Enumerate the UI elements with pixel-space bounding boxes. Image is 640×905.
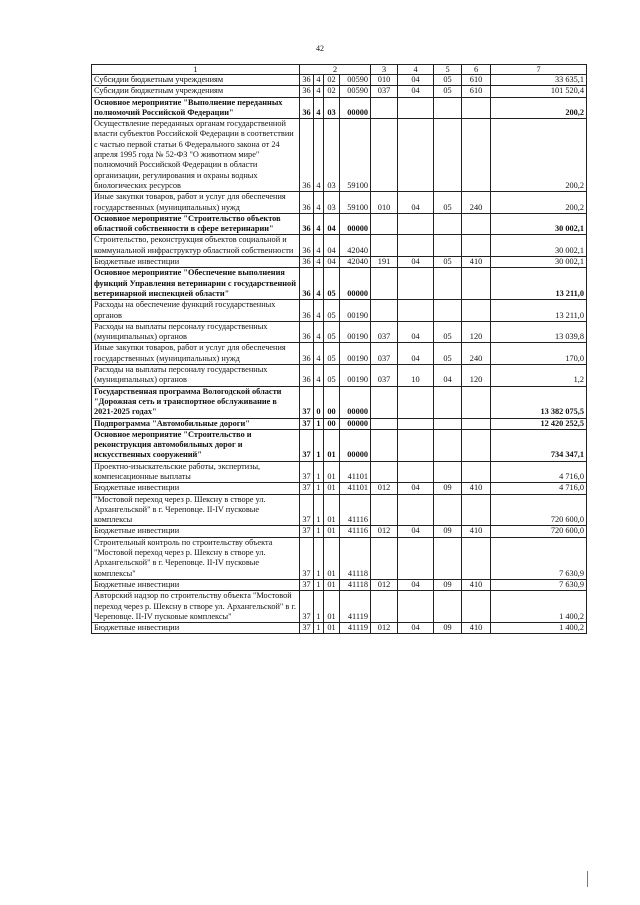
table-row [92,579,587,590]
code-subprogram: 1 [314,591,324,623]
code-direction: 59100 [340,119,371,192]
header-cell: 3 [371,65,398,75]
code-event: 01 [324,579,340,590]
code-subprogram: 1 [314,526,324,537]
code-event: 01 [324,494,340,526]
row-name: Строительный контроль по строительству объекта "Мостовой переход через р. Шексну в створе ул. Архангельской" в г. Череповце. II-IV пусковые комплексы" [92,537,300,579]
header-cell: 1 [92,65,300,75]
code-subprogram: 4 [314,235,324,257]
code-subprogram: 4 [314,321,324,343]
amount: 720 600,0 [491,494,587,526]
table-row [92,526,587,537]
code-direction: 00000 [340,386,371,418]
code-subprogram: 1 [314,579,324,590]
amount: 13 211,0 [491,268,587,300]
col-4-value [398,97,434,119]
table-row [92,494,587,526]
code-program: 37 [300,386,314,418]
table-body [92,75,587,634]
code-direction: 42040 [340,257,371,268]
col-4-value: 04 [398,257,434,268]
table-row [92,418,587,429]
code-direction: 41116 [340,526,371,537]
table-row [92,386,587,418]
col-4-value [398,300,434,322]
col-5-value: 05 [434,257,462,268]
col-3-value: 037 [371,343,398,365]
row-name: Иные закупки товаров, работ и услуг для обеспечения государственных (муниципальных) нужд [92,343,300,365]
row-name: Строительство, реконструкция объектов социальной и коммунальной инфраструктур областной собственности [92,235,300,257]
col-4-value [398,386,434,418]
code-program: 37 [300,494,314,526]
amount: 1 400,2 [491,591,587,623]
code-subprogram: 0 [314,386,324,418]
table-row [92,537,587,579]
code-program: 37 [300,429,314,461]
amount: 720 600,0 [491,526,587,537]
code-subprogram: 4 [314,257,324,268]
amount: 13 039,8 [491,321,587,343]
table-row [92,86,587,97]
col-3-value [371,300,398,322]
code-program: 36 [300,213,314,235]
code-direction: 00000 [340,418,371,429]
code-program: 36 [300,300,314,322]
code-direction: 00000 [340,213,371,235]
code-event: 01 [324,429,340,461]
code-program: 36 [300,321,314,343]
row-name: Государственная программа Вологодской области "Дорожная сеть и транспортное обслуживание в 2021-2025 годах" [92,386,300,418]
amount: 1,2 [491,365,587,387]
code-program: 36 [300,119,314,192]
code-program: 37 [300,623,314,634]
code-subprogram: 4 [314,75,324,86]
col-6-value: 120 [462,321,491,343]
code-direction: 41118 [340,537,371,579]
code-direction: 41116 [340,494,371,526]
code-event: 01 [324,591,340,623]
col-5-value [434,235,462,257]
col-5-value [434,418,462,429]
code-event: 03 [324,97,340,119]
header-cell: 6 [462,65,491,75]
col-5-value [434,429,462,461]
col-5-value [434,494,462,526]
amount: 30 002,1 [491,235,587,257]
col-4-value [398,119,434,192]
col-6-value [462,591,491,623]
code-direction: 41101 [340,483,371,494]
code-direction: 00000 [340,97,371,119]
code-event: 03 [324,192,340,214]
table-row [92,429,587,461]
col-5-value [434,300,462,322]
col-4-value [398,235,434,257]
code-program: 37 [300,418,314,429]
table-row [92,97,587,119]
col-3-value: 012 [371,483,398,494]
col-6-value: 120 [462,365,491,387]
code-program: 37 [300,591,314,623]
code-direction: 41119 [340,623,371,634]
col-3-value [371,213,398,235]
code-program: 36 [300,257,314,268]
col-5-value: 05 [434,75,462,86]
code-event: 00 [324,418,340,429]
col-5-value: 05 [434,343,462,365]
row-name: Иные закупки товаров, работ и услуг для обеспечения государственных (муниципальных) нужд [92,192,300,214]
row-name: Бюджетные инвестиции [92,623,300,634]
col-3-value: 037 [371,321,398,343]
code-event: 05 [324,321,340,343]
code-program: 36 [300,97,314,119]
code-direction: 00590 [340,86,371,97]
header-cell: 7 [491,65,587,75]
scan-mark [587,871,590,887]
code-direction: 00190 [340,365,371,387]
col-4-value: 04 [398,75,434,86]
col-3-value [371,119,398,192]
col-5-value: 04 [434,365,462,387]
table-row [92,235,587,257]
col-3-value [371,235,398,257]
col-5-value: 09 [434,623,462,634]
code-event: 02 [324,86,340,97]
col-5-value [434,119,462,192]
code-subprogram: 4 [314,268,324,300]
row-name: Основное мероприятие "Выполнение переданных полномочий Российской Федерации" [92,97,300,119]
col-6-value [462,97,491,119]
row-name: Осуществление переданных органам государственной власти субъектов Российской Федерации в соответствии с частью первой статьи 6 Федерального закона от 24 апреля 1995 года № 52-ФЗ "О животном мире" полномочий Российской Федерации в области организации, регулирования и охраны водных биологических ресурсов [92,119,300,192]
amount: 101 520,4 [491,86,587,97]
code-subprogram: 4 [314,343,324,365]
col-6-value: 410 [462,257,491,268]
col-4-value [398,268,434,300]
col-5-value [434,213,462,235]
code-subprogram: 1 [314,461,324,483]
col-4-value [398,418,434,429]
col-3-value: 010 [371,192,398,214]
code-event: 05 [324,300,340,322]
col-6-value [462,494,491,526]
col-3-value [371,494,398,526]
code-subprogram: 4 [314,365,324,387]
col-3-value [371,461,398,483]
col-3-value [371,386,398,418]
code-program: 36 [300,86,314,97]
row-name: Основное мероприятие "Строительство и реконструкция автомобильных дорог и искусственных сооружений" [92,429,300,461]
col-3-value: 037 [371,86,398,97]
row-name: Бюджетные инвестиции [92,257,300,268]
header-cell: 5 [434,65,462,75]
col-6-value [462,300,491,322]
code-direction: 00190 [340,321,371,343]
col-3-value [371,591,398,623]
col-4-value: 10 [398,365,434,387]
col-4-value: 04 [398,192,434,214]
row-name: Бюджетные инвестиции [92,579,300,590]
col-3-value [371,97,398,119]
col-6-value: 410 [462,526,491,537]
col-4-value [398,591,434,623]
header-cell: 2 [300,65,371,75]
row-name: Основное мероприятие "Строительство объектов областной собственности в сфере ветеринарии" [92,213,300,235]
code-program: 36 [300,75,314,86]
code-program: 37 [300,483,314,494]
code-subprogram: 4 [314,97,324,119]
code-event: 05 [324,268,340,300]
code-direction: 00000 [340,268,371,300]
row-name: "Мостовой переход через р. Шексну в створе ул. Архангельской" в г. Череповце. II-IV пусковые комплексы [92,494,300,526]
col-6-value [462,418,491,429]
row-name: Расходы на обеспечение функций государственных органов [92,300,300,322]
code-subprogram: 4 [314,86,324,97]
amount: 200,2 [491,97,587,119]
code-event: 01 [324,461,340,483]
col-4-value: 04 [398,343,434,365]
code-event: 01 [324,526,340,537]
table-row [92,75,587,86]
col-5-value [434,268,462,300]
code-direction: 00000 [340,429,371,461]
col-5-value: 05 [434,86,462,97]
col-6-value: 410 [462,623,491,634]
amount: 30 002,1 [491,213,587,235]
table-row [92,119,587,192]
budget-table [91,64,587,634]
code-event: 00 [324,386,340,418]
col-6-value: 240 [462,192,491,214]
row-name: Субсидии бюджетным учреждениям [92,75,300,86]
code-subprogram: 1 [314,494,324,526]
col-3-value: 012 [371,526,398,537]
col-5-value: 09 [434,526,462,537]
code-subprogram: 1 [314,483,324,494]
table-row [92,591,587,623]
col-6-value [462,213,491,235]
row-name: Расходы на выплаты персоналу государственных (муниципальных) органов [92,365,300,387]
table-row [92,321,587,343]
code-direction: 00190 [340,343,371,365]
row-name: Бюджетные инвестиции [92,526,300,537]
amount: 734 347,1 [491,429,587,461]
row-name: Проектно-изыскательские работы, экспертизы, компенсационные выплаты [92,461,300,483]
amount: 200,2 [491,192,587,214]
col-6-value [462,386,491,418]
col-4-value [398,213,434,235]
col-6-value [462,461,491,483]
col-5-value [434,97,462,119]
table-row [92,483,587,494]
code-program: 36 [300,268,314,300]
row-name: Бюджетные инвестиции [92,483,300,494]
col-3-value [371,537,398,579]
code-direction: 00590 [340,75,371,86]
code-direction: 00190 [340,300,371,322]
code-program: 37 [300,537,314,579]
code-program: 36 [300,365,314,387]
amount: 33 635,1 [491,75,587,86]
col-6-value: 610 [462,86,491,97]
code-event: 05 [324,365,340,387]
col-3-value [371,429,398,461]
code-event: 01 [324,623,340,634]
col-3-value [371,268,398,300]
code-event: 02 [324,75,340,86]
code-event: 01 [324,483,340,494]
code-subprogram: 1 [314,429,324,461]
table-row [92,300,587,322]
header-row [92,65,587,75]
col-6-value: 610 [462,75,491,86]
col-4-value [398,537,434,579]
code-program: 36 [300,235,314,257]
code-program: 36 [300,192,314,214]
code-direction: 59100 [340,192,371,214]
col-5-value [434,461,462,483]
row-name: Основное мероприятие "Обеспечение выполнения функций Управления ветеринарии с государственной ветеринарной инспекцией области" [92,268,300,300]
col-6-value [462,429,491,461]
code-subprogram: 4 [314,119,324,192]
amount: 170,0 [491,343,587,365]
table-row [92,623,587,634]
amount: 4 716,0 [491,461,587,483]
header-cell: 4 [398,65,434,75]
col-6-value [462,119,491,192]
code-subprogram: 1 [314,623,324,634]
page-number: 42 [316,44,324,53]
col-5-value [434,591,462,623]
code-event: 04 [324,257,340,268]
col-4-value [398,461,434,483]
col-6-value [462,235,491,257]
code-event: 03 [324,119,340,192]
col-6-value [462,537,491,579]
col-6-value: 410 [462,579,491,590]
col-4-value: 04 [398,579,434,590]
code-event: 05 [324,343,340,365]
col-4-value: 04 [398,623,434,634]
col-4-value: 04 [398,321,434,343]
table-row [92,268,587,300]
col-3-value: 037 [371,365,398,387]
amount: 7 630,9 [491,579,587,590]
amount: 13 382 075,5 [491,386,587,418]
row-name: Субсидии бюджетным учреждениям [92,86,300,97]
col-5-value [434,537,462,579]
table-row [92,213,587,235]
table-row [92,365,587,387]
col-3-value: 012 [371,623,398,634]
amount: 4 716,0 [491,483,587,494]
col-6-value: 240 [462,343,491,365]
col-5-value: 09 [434,483,462,494]
amount: 200,2 [491,119,587,192]
col-4-value: 04 [398,483,434,494]
code-event: 01 [324,537,340,579]
amount: 30 002,1 [491,257,587,268]
code-program: 37 [300,461,314,483]
code-direction: 41118 [340,579,371,590]
code-event: 04 [324,235,340,257]
code-direction: 41119 [340,591,371,623]
col-4-value: 04 [398,86,434,97]
row-name: Расходы на выплаты персоналу государственных (муниципальных) органов [92,321,300,343]
table-row [92,461,587,483]
code-program: 37 [300,526,314,537]
amount: 1 400,2 [491,623,587,634]
col-6-value [462,268,491,300]
code-direction: 41101 [340,461,371,483]
code-program: 37 [300,579,314,590]
code-direction: 42040 [340,235,371,257]
col-5-value: 05 [434,321,462,343]
amount: 12 420 252,5 [491,418,587,429]
row-name: Авторский надзор по строительству объекта "Мостовой переход через р. Шексну в створе ул. Архангельской" в г. Череповце. II-IV пусковые комплексы" [92,591,300,623]
col-5-value: 05 [434,192,462,214]
amount: 7 630,9 [491,537,587,579]
col-5-value: 09 [434,579,462,590]
col-5-value [434,386,462,418]
code-subprogram: 4 [314,213,324,235]
col-4-value [398,429,434,461]
table-row [92,192,587,214]
col-4-value [398,494,434,526]
col-3-value: 191 [371,257,398,268]
code-subprogram: 4 [314,300,324,322]
row-name: Подпрограмма "Автомобильные дороги" [92,418,300,429]
code-subprogram: 4 [314,192,324,214]
table-row [92,257,587,268]
col-3-value: 010 [371,75,398,86]
col-6-value: 410 [462,483,491,494]
code-subprogram: 1 [314,537,324,579]
code-event: 04 [324,213,340,235]
amount: 13 211,0 [491,300,587,322]
col-3-value [371,418,398,429]
col-4-value: 04 [398,526,434,537]
table-row [92,343,587,365]
col-3-value: 012 [371,579,398,590]
code-subprogram: 1 [314,418,324,429]
code-program: 36 [300,343,314,365]
